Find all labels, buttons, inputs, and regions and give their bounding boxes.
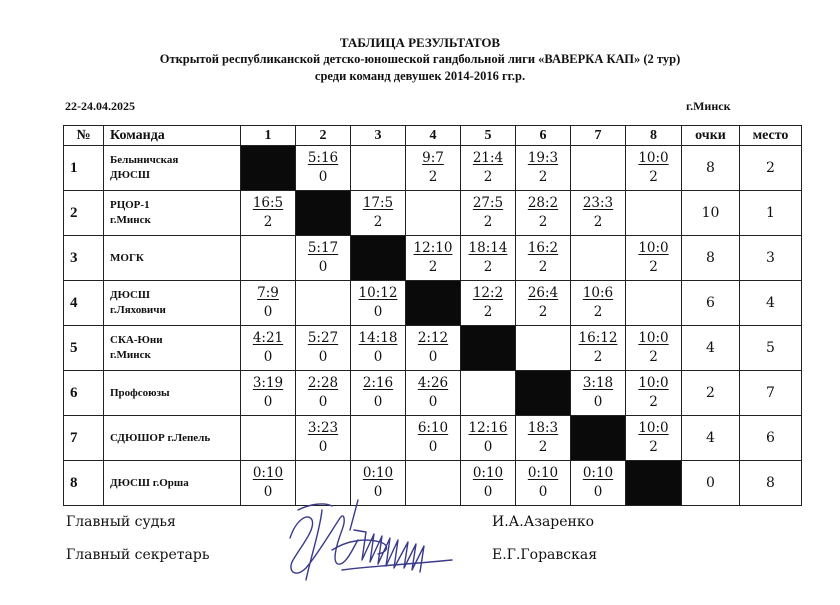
event-date: 22-24.04.2025 bbox=[65, 99, 135, 113]
match-score: 0:10 bbox=[582, 465, 614, 481]
match-score: 21:4 bbox=[472, 150, 504, 166]
match-points: 0 bbox=[373, 484, 383, 500]
header-row bbox=[64, 126, 802, 146]
match-points: 2 bbox=[538, 214, 548, 230]
match-result-cell bbox=[406, 191, 461, 236]
row-number: 1 bbox=[64, 146, 104, 191]
table-row bbox=[64, 371, 802, 416]
match-result-cell bbox=[626, 236, 682, 281]
match-result-cell bbox=[406, 371, 461, 416]
final-place: 4 bbox=[740, 281, 802, 326]
final-place: 3 bbox=[740, 236, 802, 281]
header-cell-7: 7 bbox=[571, 126, 626, 146]
header-cell-place: место bbox=[740, 126, 802, 146]
match-result-cell bbox=[461, 461, 516, 506]
match-score: 17:5 bbox=[362, 195, 394, 211]
match-score: 5:17 bbox=[307, 240, 339, 256]
match-points: 2 bbox=[538, 304, 548, 320]
self-match-cell bbox=[406, 281, 461, 326]
handwritten-signature bbox=[262, 490, 462, 590]
row-number: 3 bbox=[64, 236, 104, 281]
match-result-cell bbox=[241, 236, 296, 281]
self-match-cell bbox=[626, 461, 682, 506]
match-points: 0 bbox=[263, 304, 273, 320]
match-result-cell bbox=[461, 281, 516, 326]
match-points: 0 bbox=[538, 484, 548, 500]
match-points: 0 bbox=[483, 439, 493, 455]
match-score: 6:10 bbox=[417, 420, 449, 436]
team-name-line-1: Белыничская bbox=[110, 154, 179, 166]
self-match-cell bbox=[296, 191, 351, 236]
table-row bbox=[64, 236, 802, 281]
match-points: 0 bbox=[263, 349, 273, 365]
match-result-cell bbox=[351, 281, 406, 326]
match-points: 2 bbox=[593, 349, 603, 365]
match-result-cell bbox=[516, 236, 571, 281]
match-points: 2 bbox=[593, 304, 603, 320]
match-result-cell bbox=[351, 191, 406, 236]
table-row bbox=[64, 146, 802, 191]
team-name-line-1: СКА-Юни bbox=[110, 334, 163, 346]
row-number: 2 bbox=[64, 191, 104, 236]
match-result-cell bbox=[241, 191, 296, 236]
match-score: 26:4 bbox=[527, 285, 559, 301]
match-points: 2 bbox=[538, 439, 548, 455]
match-result-cell bbox=[406, 326, 461, 371]
match-points: 2 bbox=[538, 169, 548, 185]
total-points: 6 bbox=[682, 281, 740, 326]
match-points: 0 bbox=[373, 394, 383, 410]
header-cell-5: 5 bbox=[461, 126, 516, 146]
row-number: 4 bbox=[64, 281, 104, 326]
team-name-line-1: МОГК bbox=[110, 251, 144, 264]
match-score: 5:16 bbox=[307, 150, 339, 166]
team-name bbox=[104, 191, 241, 236]
match-points: 0 bbox=[318, 349, 328, 365]
match-result-cell bbox=[461, 371, 516, 416]
self-match-cell bbox=[516, 371, 571, 416]
match-result-cell bbox=[626, 326, 682, 371]
match-points: 2 bbox=[649, 439, 658, 455]
self-match-cell bbox=[571, 416, 626, 461]
match-score: 0:10 bbox=[362, 465, 394, 481]
chief-judge-name: И.А.Азаренко bbox=[492, 514, 595, 530]
match-points: 2 bbox=[483, 214, 493, 230]
header-cell-4: 4 bbox=[406, 126, 461, 146]
match-result-cell bbox=[461, 146, 516, 191]
team-name-line-2: ДЮСШ bbox=[110, 169, 150, 181]
match-result-cell bbox=[461, 236, 516, 281]
match-result-cell bbox=[351, 146, 406, 191]
row-number: 6 bbox=[64, 371, 104, 416]
total-points: 10 bbox=[682, 191, 740, 236]
match-result-cell bbox=[571, 146, 626, 191]
match-result-cell bbox=[406, 236, 461, 281]
team-name bbox=[104, 146, 241, 191]
match-result-cell bbox=[516, 191, 571, 236]
match-points: 2 bbox=[649, 169, 658, 185]
match-points: 2 bbox=[263, 214, 273, 230]
match-result-cell bbox=[241, 416, 296, 461]
match-score: 10:0 bbox=[638, 240, 669, 256]
match-result-cell bbox=[296, 416, 351, 461]
header-cell-2: 2 bbox=[296, 126, 351, 146]
row-number: 7 bbox=[64, 416, 104, 461]
match-points: 2 bbox=[428, 169, 438, 185]
match-points: 2 bbox=[373, 214, 383, 230]
match-score: 10:0 bbox=[638, 330, 669, 346]
match-points: 2 bbox=[483, 259, 493, 275]
self-match-cell bbox=[351, 236, 406, 281]
match-result-cell bbox=[296, 146, 351, 191]
match-score: 12:2 bbox=[472, 285, 504, 301]
match-result-cell bbox=[571, 326, 626, 371]
match-points: 0 bbox=[318, 169, 328, 185]
match-result-cell bbox=[241, 326, 296, 371]
match-result-cell bbox=[351, 371, 406, 416]
match-result-cell bbox=[516, 281, 571, 326]
match-score: 3:23 bbox=[307, 420, 339, 436]
row-number: 8 bbox=[64, 461, 104, 506]
team-name-line-1: ДЮСШ bbox=[110, 289, 150, 301]
chief-secretary-label: Главный секретарь bbox=[66, 547, 210, 563]
match-score: 5:27 bbox=[307, 330, 339, 346]
total-points: 8 bbox=[682, 236, 740, 281]
match-result-cell bbox=[626, 371, 682, 416]
match-points: 2 bbox=[483, 304, 493, 320]
match-result-cell bbox=[626, 416, 682, 461]
doc-title: ТАБЛИЦА РЕЗУЛЬТАТОВ bbox=[339, 35, 501, 50]
header-cell-1: 1 bbox=[241, 126, 296, 146]
header-cell-3: 3 bbox=[351, 126, 406, 146]
match-score: 0:10 bbox=[472, 465, 504, 481]
match-score: 23:3 bbox=[582, 195, 614, 211]
header-cell-6: 6 bbox=[516, 126, 571, 146]
match-score: 10:6 bbox=[582, 285, 614, 301]
match-points: 0 bbox=[263, 484, 273, 500]
doc-subtitle-2: среди команд девушек 2014-2016 гг.р. bbox=[314, 69, 526, 83]
match-score: 2:16 bbox=[362, 375, 394, 391]
final-place: 2 bbox=[740, 146, 802, 191]
match-points: 0 bbox=[263, 394, 273, 410]
match-result-cell bbox=[351, 416, 406, 461]
match-points: 2 bbox=[649, 394, 658, 410]
match-result-cell bbox=[461, 416, 516, 461]
match-result-cell bbox=[516, 146, 571, 191]
match-points: 0 bbox=[318, 259, 328, 275]
match-points: 0 bbox=[483, 484, 493, 500]
match-result-cell bbox=[296, 371, 351, 416]
results-table bbox=[63, 125, 802, 506]
match-result-cell bbox=[571, 191, 626, 236]
team-name bbox=[104, 371, 241, 416]
match-result-cell bbox=[516, 461, 571, 506]
match-result-cell bbox=[571, 236, 626, 281]
match-score: 28:2 bbox=[527, 195, 559, 211]
header-cell-team: Команда bbox=[104, 126, 241, 146]
match-result-cell bbox=[516, 416, 571, 461]
team-name-line-2: г.Ляховичи bbox=[110, 304, 166, 316]
match-result-cell bbox=[626, 191, 682, 236]
match-result-cell bbox=[461, 191, 516, 236]
match-result-cell bbox=[626, 281, 682, 326]
self-match-cell bbox=[461, 326, 516, 371]
match-score: 4:21 bbox=[252, 330, 284, 346]
team-name bbox=[104, 236, 241, 281]
match-points: 2 bbox=[538, 259, 548, 275]
match-result-cell bbox=[351, 326, 406, 371]
match-score: 4:26 bbox=[417, 375, 449, 391]
match-result-cell bbox=[296, 326, 351, 371]
match-score: 10:0 bbox=[638, 150, 669, 166]
total-points: 0 bbox=[682, 461, 740, 506]
match-result-cell bbox=[626, 146, 682, 191]
match-points: 0 bbox=[593, 484, 603, 500]
team-name-line-2: г.Минск bbox=[110, 214, 151, 226]
team-name bbox=[104, 281, 241, 326]
match-points: 0 bbox=[373, 304, 383, 320]
match-score: 16:5 bbox=[252, 195, 284, 211]
match-score: 0:10 bbox=[527, 465, 559, 481]
final-place: 1 bbox=[740, 191, 802, 236]
match-score: 3:19 bbox=[252, 375, 284, 391]
team-name-line-1: РЦОР-1 bbox=[110, 199, 150, 211]
header-cell-num: № bbox=[64, 126, 104, 146]
match-score: 0:10 bbox=[252, 465, 284, 481]
match-points: 0 bbox=[593, 394, 603, 410]
match-result-cell bbox=[296, 236, 351, 281]
total-points: 4 bbox=[682, 416, 740, 461]
chief-secretary-name: Е.Г.Горавская bbox=[492, 547, 598, 563]
header-cell-8: 8 bbox=[626, 126, 682, 146]
match-score: 27:5 bbox=[472, 195, 504, 211]
team-name-line-1: СДЮШОР г.Лепель bbox=[110, 431, 211, 444]
team-name bbox=[104, 416, 241, 461]
team-name bbox=[104, 461, 241, 506]
match-result-cell bbox=[406, 416, 461, 461]
doc-subtitle: Открытой республиканской детско-юношеской гандбольной лиги «ВАВЕРКА КАП» (2 тур) bbox=[159, 52, 681, 66]
header-cell-points: очки bbox=[682, 126, 740, 146]
match-result-cell bbox=[571, 371, 626, 416]
final-place: 6 bbox=[740, 416, 802, 461]
match-points: 0 bbox=[373, 349, 383, 365]
match-result-cell bbox=[296, 281, 351, 326]
match-score: 12:10 bbox=[413, 240, 453, 256]
match-score: 16:12 bbox=[578, 330, 618, 346]
match-result-cell bbox=[571, 461, 626, 506]
match-points: 2 bbox=[649, 259, 658, 275]
total-points: 2 bbox=[682, 371, 740, 416]
match-score: 18:14 bbox=[468, 240, 508, 256]
match-points: 0 bbox=[318, 394, 328, 410]
match-result-cell bbox=[406, 146, 461, 191]
match-points: 2 bbox=[428, 259, 438, 275]
match-result-cell bbox=[571, 281, 626, 326]
match-result-cell bbox=[516, 326, 571, 371]
total-points: 4 bbox=[682, 326, 740, 371]
match-score: 2:12 bbox=[417, 330, 449, 346]
match-result-cell bbox=[241, 281, 296, 326]
event-city: г.Минск bbox=[686, 99, 731, 113]
table-row bbox=[64, 191, 802, 236]
table-row bbox=[64, 416, 802, 461]
match-score: 14:18 bbox=[358, 330, 398, 346]
match-points: 0 bbox=[318, 439, 328, 455]
team-name-line-2: г.Минск bbox=[110, 349, 151, 361]
team-name bbox=[104, 326, 241, 371]
match-score: 19:3 bbox=[527, 150, 559, 166]
match-points: 2 bbox=[483, 169, 493, 185]
match-score: 12:16 bbox=[468, 420, 508, 436]
match-result-cell bbox=[241, 371, 296, 416]
team-name-line-1: ДЮСШ г.Орша bbox=[110, 476, 189, 489]
match-points: 0 bbox=[428, 349, 438, 365]
match-points: 2 bbox=[593, 214, 603, 230]
team-name-line-1: Профсоюзы bbox=[110, 386, 170, 399]
self-match-cell bbox=[241, 146, 296, 191]
match-score: 10:0 bbox=[638, 420, 669, 436]
match-score: 7:9 bbox=[257, 285, 279, 301]
row-number: 5 bbox=[64, 326, 104, 371]
match-score: 2:28 bbox=[307, 375, 339, 391]
match-points: 0 bbox=[428, 394, 438, 410]
final-place: 8 bbox=[740, 461, 802, 506]
match-score: 16:2 bbox=[527, 240, 559, 256]
final-place: 5 bbox=[740, 326, 802, 371]
match-score: 9:7 bbox=[422, 150, 444, 166]
match-points: 2 bbox=[649, 349, 658, 365]
final-place: 7 bbox=[740, 371, 802, 416]
total-points: 8 bbox=[682, 146, 740, 191]
match-score: 10:0 bbox=[638, 375, 669, 391]
table-row bbox=[64, 326, 802, 371]
table-row bbox=[64, 281, 802, 326]
match-score: 10:12 bbox=[358, 285, 398, 301]
match-score: 18:3 bbox=[527, 420, 559, 436]
chief-judge-label: Главный судья bbox=[66, 514, 176, 530]
match-score: 3:18 bbox=[582, 375, 614, 391]
match-points: 0 bbox=[428, 439, 438, 455]
